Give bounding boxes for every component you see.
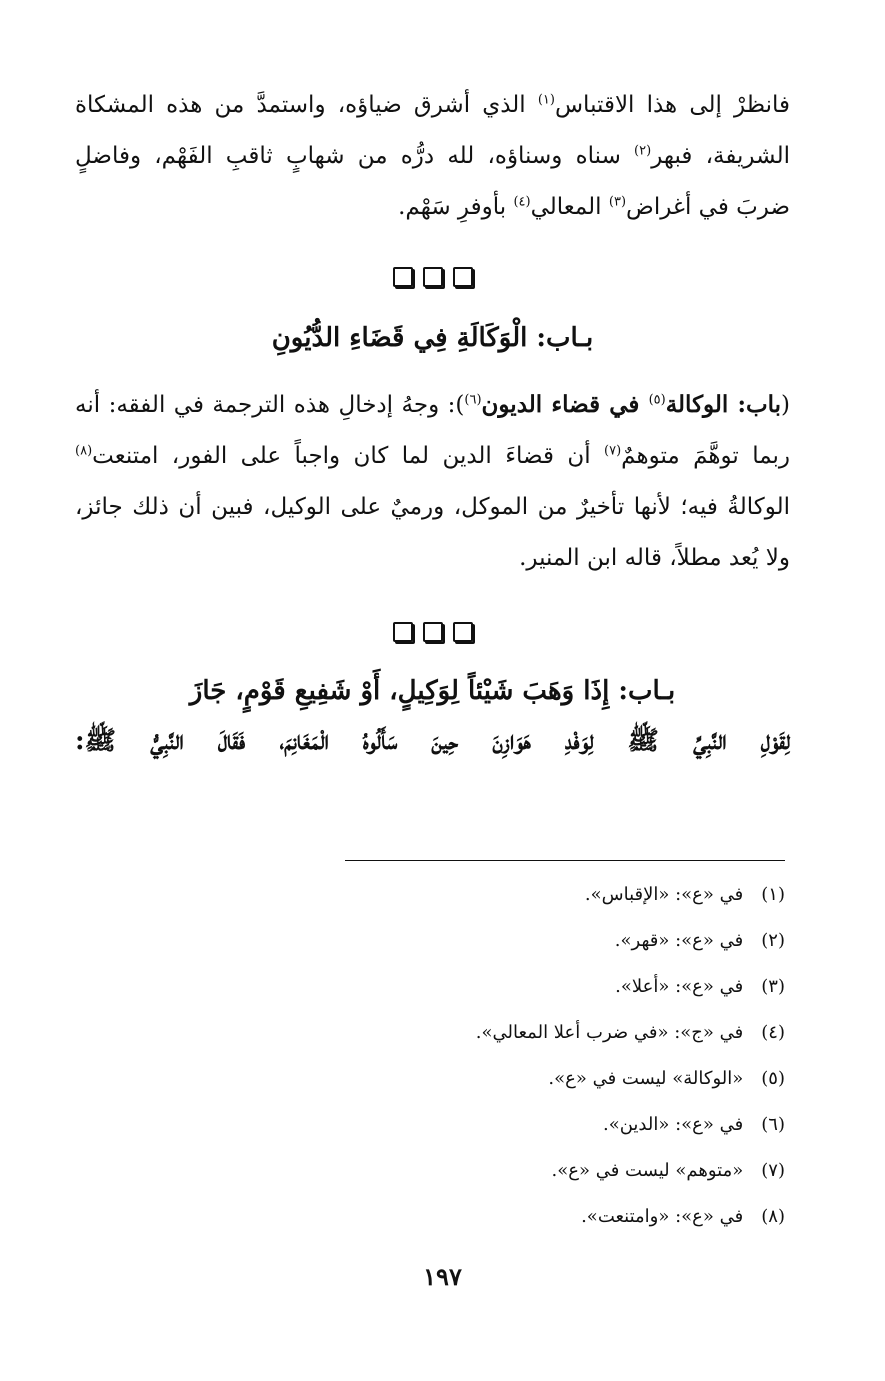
footnote-ref-7[interactable]: (٧) [604,443,622,459]
square-ornament-icon [423,267,443,287]
footnote-text: في «ع»: «قهر». [614,930,744,951]
paren-open: ( [781,392,790,418]
commentary-text-1: ): وجهُ إدخالِ هذه الترجمة في الفقه: أنه ربما توهَّمَ متوهمٌ [75,392,791,469]
footnote-item [75,1194,785,1240]
footnote-text: في «ع»: «وامتنعت». [581,1206,744,1227]
footnote-number: (٥) [761,1068,785,1089]
chapter-prefix: بـاب [546,323,594,353]
footnote-number: (١) [761,884,785,905]
footnote-number: (٤) [761,1022,785,1043]
footnote-ref-4[interactable]: (٤) [513,194,531,210]
commentary-mid-bold: في قضاء الديون [481,391,649,418]
chapter-heading-2 [75,666,790,716]
footnote-text: في «ع»: «الدين». [602,1114,744,1135]
square-ornament-icon [453,622,473,642]
footnote-number: (٦) [761,1114,785,1135]
intro-text-1: فانظرْ إلى هذا الاقتباس [554,92,790,118]
footnote-item [75,964,785,1010]
page-body [75,80,790,766]
square-ornament-icon [393,267,413,287]
section-separator [75,622,790,642]
chapter-title-line-1: : إِذَا وَهَبَ شَيْئاً لِوَكِيلٍ، أَوْ شَفِيعِ قَوْمٍ، جَازَ [189,676,628,706]
footnote-number: (٨) [761,1206,785,1227]
footnote-ref-3[interactable]: (٣) [608,194,627,210]
footnote-ref-6[interactable]: (٦) [464,392,482,408]
footnote-number: (٣) [761,976,785,997]
square-ornament-icon [393,622,413,642]
footnote-ref-1[interactable]: (١) [537,92,555,108]
footnote-divider [345,860,785,861]
footnote-item [75,918,785,964]
footnote-text: «متوهم» ليست في «ع». [551,1160,744,1181]
footnote-ref-2[interactable]: (٢) [634,143,652,159]
footnote-ref-8[interactable]: (٨) [75,443,93,459]
footnotes-list [75,872,785,1240]
footnote-item [75,1148,785,1194]
footnote-item [75,872,785,918]
footnote-text: في «ج»: «في ضرب أعلا المعالي». [475,1022,744,1043]
footnote-text: في «ع»: «أعلا». [615,976,744,997]
intro-text-3: سناه وسناؤه، لله درُّه من شهابٍ ثاقبِ الفَهْم، وفاضلٍ ضربَ في أغراض [75,143,790,220]
commentary-paragraph [75,379,790,584]
intro-text-5: بأوفرِ سَهْم. [398,194,514,220]
intro-text-4: المعالي [530,194,609,220]
commentary-text-3: الوكالةُ فيه؛ لأنها تأخيرٌ من الموكل، ورميٌ على الوكيل، فبين أن ذلك جائز، ولا يُعد مطلاً، قاله ابن المنير. [75,494,790,571]
commentary-lead-bold: باب: الوكالة [665,391,782,418]
footnote-text: في «ع»: «الإقباس». [584,884,744,905]
chapter-title: : الْوَكَالَةِ فِي قَضَاءِ الدُّيُونِ [271,323,547,353]
chapter-heading-1 [75,313,790,363]
footnote-number: (٢) [761,930,785,951]
footnote-number: (٧) [761,1160,785,1181]
section-separator [75,267,790,287]
chapter-prefix: بـاب [627,676,676,706]
commentary-text-2: أن قضاءَ الدين لما كان واجباً على الفور، امتنعت [92,443,604,469]
square-ornament-icon [453,267,473,287]
intro-paragraph [75,80,790,233]
footnote-ref-5[interactable]: (٥) [648,392,666,408]
footnote-item [75,1010,785,1056]
footnote-item [75,1056,785,1102]
footnote-item [75,1102,785,1148]
intro-text-2: الذي أشرق ضياؤه، واستمدَّ من هذه المشكاة الشريفة، فبهر [75,92,791,169]
page-number: ١٩٧ [423,1262,462,1291]
footnote-text: «الوكالة» ليست في «ع». [548,1068,744,1089]
chapter-title-line-2: لِقَوْلِ النَّبِيِّ ﷺ لِوَفْدِ هَوَازِنَ حِينَ سَأَلُوهُ الْمَغَانِمَ، فَقَالَ النَّبِيُّ ﷺ: [75,726,790,756]
square-ornament-icon [423,622,443,642]
